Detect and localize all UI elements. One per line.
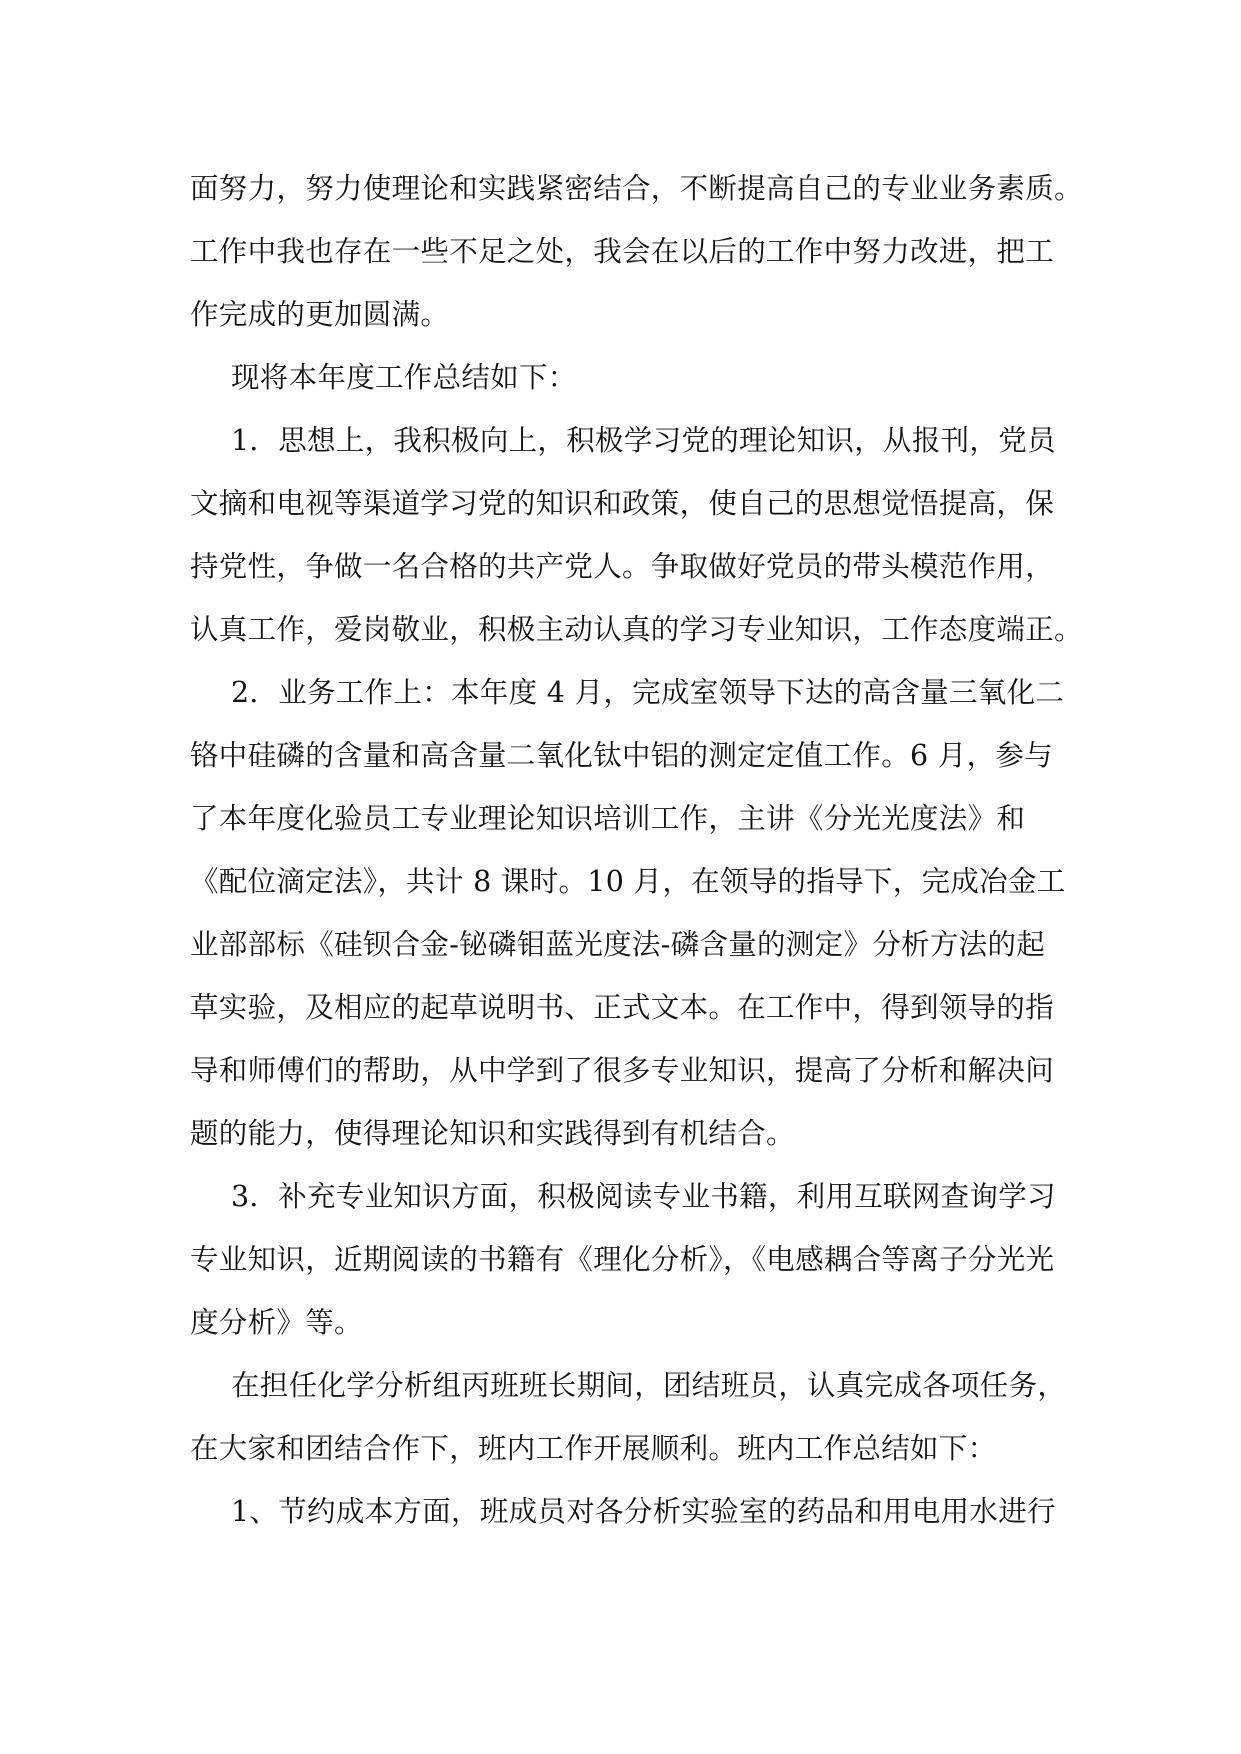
text-line: 草实验，及相应的起草说明书、正式文本。在工作中，得到领导的指 [190, 991, 1055, 1024]
text-line: 导和师傅们的帮助，从中学到了很多专业知识，提高了分析和解决问 [190, 1054, 1055, 1087]
paragraph-start-line: 3．补充专业知识方面，积极阅读专业书籍，利用互联网查询学习 [231, 1180, 1056, 1213]
text-line: 专业知识，近期阅读的书籍有《理化分析》，《电感耦合等离子分光光 [190, 1243, 1055, 1276]
text-line: 持党性，争做一名合格的共产党人。争取做好党员的带头模范作用， [190, 550, 1055, 583]
text-line: 题的能力，使得理论知识和实践得到有机结合。 [190, 1117, 795, 1150]
text-line: 业部部标《硅钡合金-铋磷钼蓝光度法-磷含量的测定》分析方法的起 [190, 928, 1046, 961]
text-line: 工作中我也存在一些不足之处，我会在以后的工作中努力改进，把工 [190, 235, 1055, 268]
text-line: 度分析》等。 [190, 1306, 363, 1339]
paragraph-start-line: 1．思想上，我积极向上，积极学习党的理论知识，从报刊，党员 [231, 424, 1056, 457]
text-line: 了本年度化验员工专业理论知识培训工作，主讲《分光光度法》和 [190, 802, 1026, 835]
text-line: 在大家和团结合作下，班内工作开展顺利。班内工作总结如下： [190, 1432, 997, 1465]
text-line: 铬中硅磷的含量和高含量二氧化钛中铝的测定定值工作。6 月，参与 [190, 739, 1053, 772]
paragraph-start-line: 1、节约成本方面，班成员对各分析实验室的药品和用电用水进行 [231, 1495, 1056, 1528]
text-line: 认真工作，爱岗敬业，积极主动认真的学习专业知识，工作态度端正。 [190, 613, 1083, 646]
paragraph-start-line: 在担任化学分析组丙班班长期间，团结班员，认真完成各项任务， [231, 1369, 1067, 1402]
paragraph-start-line: 2．业务工作上：本年度 4 月，完成室领导下达的高含量三氧化二 [231, 676, 1065, 709]
text-line: 《配位滴定法》，共计 8 课时。10 月，在领导的指导下，完成冶金工 [190, 865, 1066, 898]
text-line: 作完成的更加圆满。 [190, 298, 450, 331]
text-line: 面努力，努力使理论和实践紧密结合，不断提高自己的专业业务素质。 [190, 172, 1083, 205]
paragraph-start-line: 现将本年度工作总结如下： [231, 361, 577, 394]
document-body [190, 157, 1083, 1543]
text-line: 文摘和电视等渠道学习党的知识和政策，使自己的思想觉悟提高，保 [190, 487, 1055, 520]
